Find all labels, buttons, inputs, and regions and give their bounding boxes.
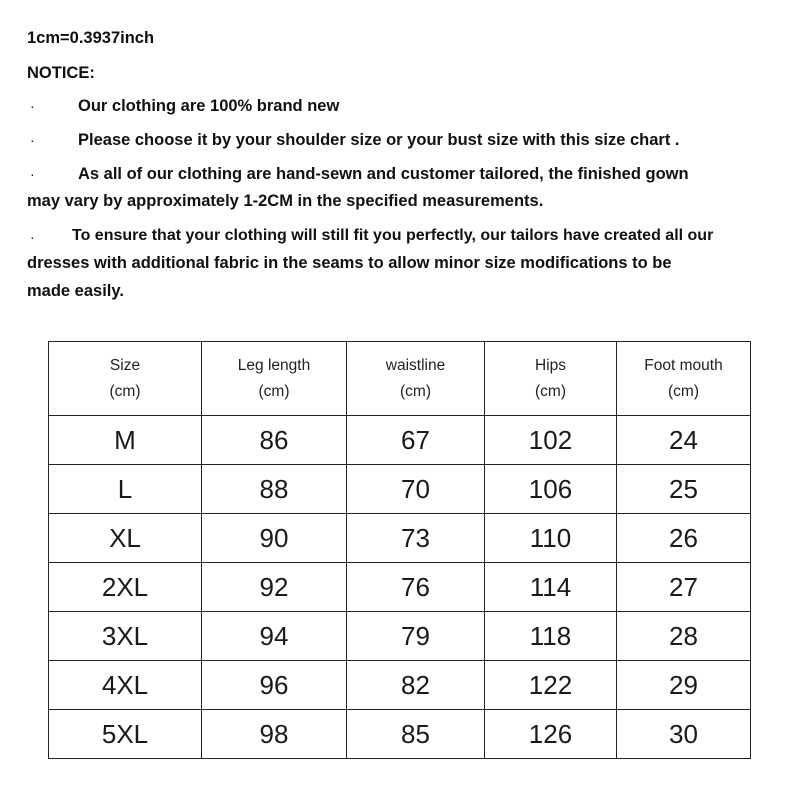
table-row [49, 710, 751, 759]
cell-foot-mouth: 26 [617, 514, 751, 563]
cell-hips: 106 [485, 465, 617, 514]
cell-hips: 122 [485, 661, 617, 710]
cell-size: M [49, 416, 202, 465]
cell-leg-length: 98 [202, 710, 347, 759]
table-row [49, 563, 751, 612]
cell-leg-length: 94 [202, 612, 347, 661]
table-row [49, 661, 751, 710]
cell-size: XL [49, 514, 202, 563]
cell-leg-length: 90 [202, 514, 347, 563]
cell-leg-length: 88 [202, 465, 347, 514]
cell-waistline: 67 [347, 416, 485, 465]
cell-size: 4XL [49, 661, 202, 710]
bullet-3: · [30, 166, 35, 182]
table-row [49, 416, 751, 465]
note-choose-size: Please choose it by your shoulder size or your bust size with this size chart . [78, 131, 680, 149]
note-fit-line2: dresses with additional fabric in the seams to allow minor size modifications to be [27, 254, 672, 272]
cell-foot-mouth: 29 [617, 661, 751, 710]
cell-hips: 118 [485, 612, 617, 661]
cell-waistline: 85 [347, 710, 485, 759]
cell-foot-mouth: 28 [617, 612, 751, 661]
cell-leg-length: 92 [202, 563, 347, 612]
table-row [49, 612, 751, 661]
cell-hips: 114 [485, 563, 617, 612]
header-waistline: waistline (cm) [347, 342, 485, 416]
cell-waistline: 76 [347, 563, 485, 612]
note-hand-sewn-line1: As all of our clothing are hand-sewn and customer tailored, the finished gown [78, 165, 689, 183]
table-row [49, 514, 751, 563]
cell-size: 3XL [49, 612, 202, 661]
header-leg-length: Leg length (cm) [202, 342, 347, 416]
cell-foot-mouth: 25 [617, 465, 751, 514]
header-foot-mouth: Foot mouth (cm) [617, 342, 751, 416]
cell-size: 5XL [49, 710, 202, 759]
header-hips: Hips (cm) [485, 342, 617, 416]
cell-waistline: 70 [347, 465, 485, 514]
cell-hips: 126 [485, 710, 617, 759]
cell-foot-mouth: 27 [617, 563, 751, 612]
cell-size: 2XL [49, 563, 202, 612]
notice-title: NOTICE: [27, 64, 95, 82]
note-fit-line3: made easily. [27, 282, 124, 300]
cell-waistline: 82 [347, 661, 485, 710]
bullet-1: · [30, 98, 35, 114]
cell-foot-mouth: 24 [617, 416, 751, 465]
cell-waistline: 79 [347, 612, 485, 661]
header-size: Size (cm) [49, 342, 202, 416]
bullet-2: · [30, 132, 35, 148]
cell-hips: 110 [485, 514, 617, 563]
table-row [49, 465, 751, 514]
note-fit-line1: To ensure that your clothing will still fit you perfectly, our tailors have created all our [72, 227, 714, 244]
cell-foot-mouth: 30 [617, 710, 751, 759]
table-header-row [49, 342, 751, 416]
size-chart-table [48, 341, 751, 759]
cell-waistline: 73 [347, 514, 485, 563]
cell-leg-length: 86 [202, 416, 347, 465]
cell-size: L [49, 465, 202, 514]
note-hand-sewn-line2: may vary by approximately 1-2CM in the specified measurements. [27, 192, 544, 210]
note-brand-new: Our clothing are 100% brand new [78, 97, 340, 115]
unit-conversion: 1cm=0.3937inch [27, 29, 155, 47]
cell-leg-length: 96 [202, 661, 347, 710]
cell-hips: 102 [485, 416, 617, 465]
bullet-4: · [30, 229, 35, 245]
